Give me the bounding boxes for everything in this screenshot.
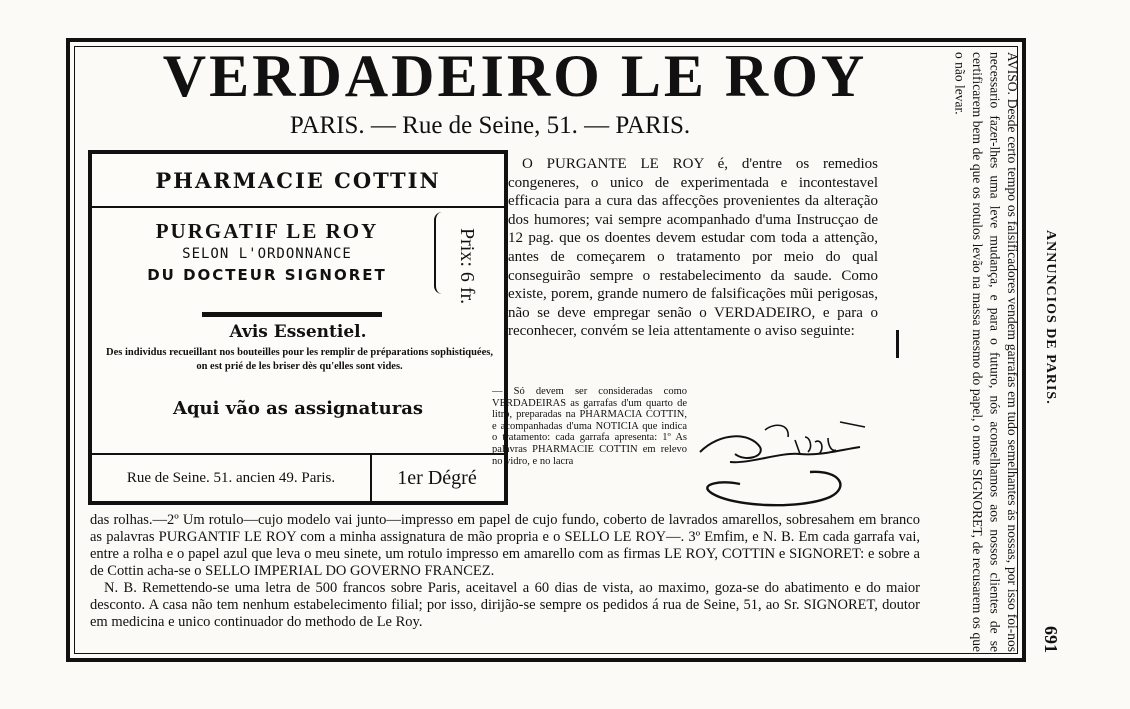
label-rule [202, 312, 382, 317]
ad-address: PARIS. — Rue de Seine, 51. — PARIS. [289, 112, 691, 139]
brace-decoration [434, 212, 448, 294]
signature-image [690, 392, 870, 512]
label-avis: Avis Essentiel. [229, 322, 367, 342]
advertisement [66, 38, 1026, 662]
label-price: Prix: 6 fr. [456, 228, 478, 305]
bottom-text [90, 512, 920, 631]
main-paragraph: O PURGANTE LE ROY é, d'entre os remedios congeneres, o unico de experimentada e incontestavel efficacia para a cura das affecções provenientes da alteração dos humores; vai sempre acompanhado d'uma Instrucçao de 12 pag. que os doentes devem estudar com toda a attenção, antes de começarem o tratamento por meio do qual conseguirão sempre o restabelecimento da saude. Como existe, porem, grande numero de falsificações mũi perigosas, não se deve empregar senão o VERDADEIRO, e para o reconhecer, convém se leia attentamente o aviso seguinte: [508, 156, 878, 340]
label-selon: SELON L'ORDONNANCE [182, 246, 352, 262]
label-degree: 1er Dégré [397, 466, 477, 489]
label-header: PHARMACIE COTTIN [92, 154, 504, 208]
label-product: PURGATIF LE ROY [155, 219, 379, 243]
bottom-paragraph-2: N. B. Remettendo-se uma letra de 500 francos sobre Paris, aceitavel a 60 dias de vista, ao maximo, goza-se do abatimento e do maior desconto. A casa não tem nenhum estabelecimento filial; por isso, dirijão-se sempre os pedidos á rua de Seine, 51, ao Sr. SIGNORET, doutor em medicina e unico continuador do methodo de Le Roy. [90, 580, 920, 630]
running-head: ANNUNCIOS DE PARIS. [1043, 230, 1058, 405]
label-footer [92, 453, 504, 501]
label-warning: Des individus recueillant nos bouteilles pour les remplir de préparations sophistiquées, on est prié de les briser dès qu'elles sont vides. [106, 347, 493, 372]
vertical-mark [896, 330, 899, 358]
label-assignaturas: Aqui vão as assignaturas [173, 398, 423, 419]
label-street: Rue de Seine. 51. ancien 49. Paris. [92, 455, 372, 501]
label-doctor: DU DOCTEUR SIGNORET [147, 266, 387, 284]
product-label [88, 150, 508, 505]
bottom-paragraph-1: das rolhas.—2º Um rotulo—cujo modelo vai junto—impresso em papel de cujo fundo, coberto de lavrados amarellos, sobresahem em branco as palavras PURGANTIF LE ROY com a minha assignatura de mão propria e o SELLO LE ROY—. 3º Emfim, e N. B. Em cada garrafa vai, entre a rolha e o papel azul que leva o meu sinete, um rotulo impresso em amarello com as firmas LE ROY, COTTIN e SIGNORET: e sobre a de Cottin acha-se o SELLO IMPERIAL DO GOVERNO FRANCEZ. [90, 512, 920, 579]
aviso-column: AVISO. Desde certo tempo os falsificadores vendem garrafas em tudo semelhantes ás nossas, por isso foi-nos necessario fazer-lhes uma leve mudança, e para o futuro, nós aconselhamos aos nossos clientes de se certificarem bem de que os rotulos levão na massa mesmo do papel, o nome SIGNORET, de recusarem os que o não levar. [952, 52, 1020, 652]
page-number: 691 [1041, 626, 1061, 653]
ad-title: VERDADEIRO LE ROY [162, 43, 868, 109]
small-paragraph: — Só devem ser consideradas como VERDADEIRAS as garrafas d'um quarto de litro, preparadas na PHARMACIA COTTIN, e acompanhadas d'uma NOTICIA que indica o tratamento: cada garrafa apresenta: 1º As palavras PHARMACIE COTTIN em relevo no vidro, e no lacra [492, 386, 687, 467]
